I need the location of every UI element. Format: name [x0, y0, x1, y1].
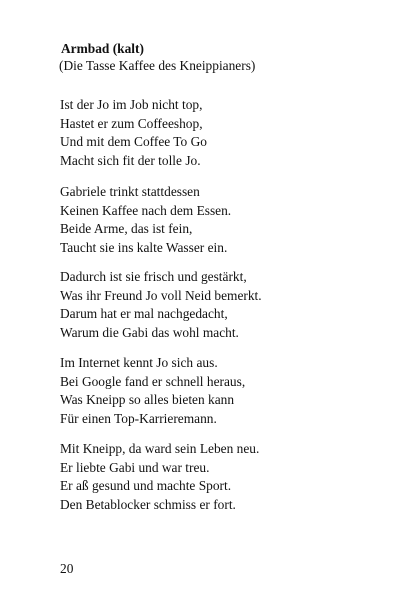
verse-line: Taucht sie ins kalte Wasser ein. — [60, 239, 228, 255]
verse-line: Was Kneipp so alles bieten kann — [60, 392, 235, 408]
page-number: 20 — [60, 561, 74, 576]
verse-line: Er liebte Gabi und war treu. — [60, 459, 210, 475]
verse-line: Was ihr Freund Jo voll Neid bemerkt. — [60, 287, 262, 303]
verse-line: Dadurch ist sie frisch und gestärkt, — [60, 269, 247, 284]
stanza-5 — [60, 440, 259, 514]
poem-subtitle: (Die Tasse Kaffee des Kneippianers) — [59, 58, 256, 73]
verse-line: Er aß gesund und machte Sport. — [60, 478, 232, 494]
verse-line: Gabriele trinkt stattdessen — [60, 184, 200, 199]
verse-line: Hastet er zum Coffeeshop, — [60, 115, 203, 131]
verse-line: Ist der Jo im Job nicht top, — [60, 97, 203, 112]
stanza-3 — [60, 268, 262, 342]
stanza-2 — [60, 183, 231, 257]
stanza-4 — [60, 354, 245, 428]
verse-line: Darum hat er mal nachgedacht, — [60, 306, 228, 322]
verse-line: Macht sich fit der tolle Jo. — [60, 152, 201, 168]
verse-line: Und mit dem Coffee To Go — [60, 134, 207, 150]
verse-line: Den Betablocker schmiss er fort. — [60, 496, 236, 512]
verse-line: Mit Kneipp, da ward sein Leben neu. — [60, 441, 260, 456]
verse-line: Im Internet kennt Jo sich aus. — [60, 355, 218, 370]
stanza-1 — [60, 96, 207, 170]
poem-title: Armbad (kalt) — [61, 41, 144, 56]
verse-line: Warum die Gabi das wohl macht. — [60, 324, 239, 340]
verse-line: Keinen Kaffee nach dem Essen. — [60, 202, 232, 218]
verse-line: Beide Arme, das ist fein, — [60, 221, 193, 237]
verse-line: Für einen Top-Karrieremann. — [60, 410, 217, 426]
verse-line: Bei Google fand er schnell heraus, — [60, 373, 246, 389]
